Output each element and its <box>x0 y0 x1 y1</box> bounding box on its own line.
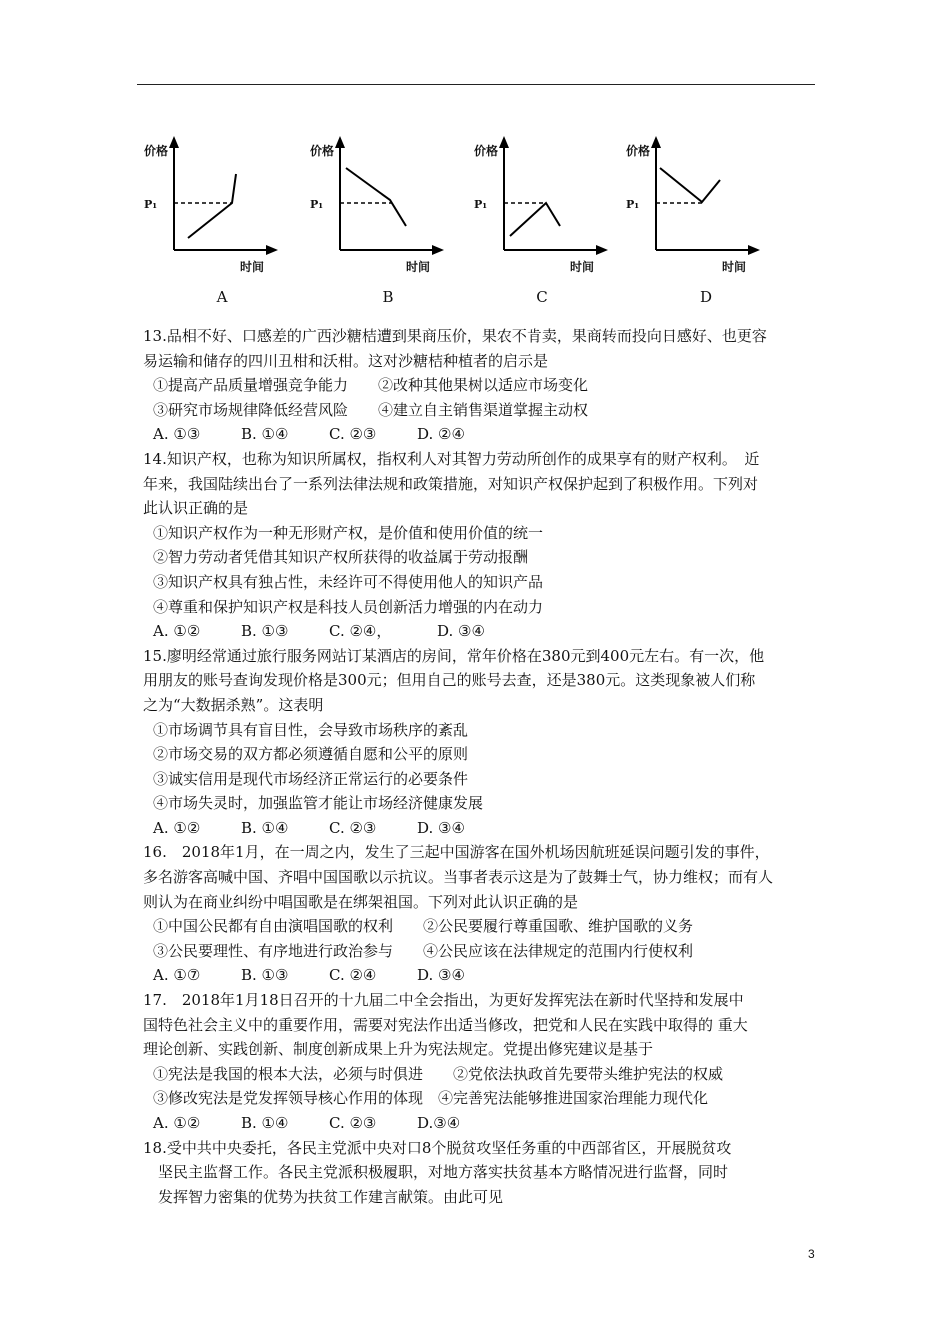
question-block <box>143 1136 823 1210</box>
question-stem-line: 多名游客高喊中国、齐唱中国国歌以示抗议。当事者表示这是为了鼓舞士气，协力维权；而有人 <box>143 868 774 887</box>
answer-choice: A. ①② <box>153 818 201 837</box>
question-block <box>143 644 823 841</box>
chart-d-caption: D <box>699 288 713 306</box>
answer-choice: B. ①④ <box>241 425 289 444</box>
question-stem-line: 发挥智力密集的优势为扶贫工作建言献策。由此可见 <box>143 1187 504 1206</box>
question-stem-line: 13.品相不好、口感差的广西沙糖桔遭到果商压价，果农不肯卖，果商转而投向日感好、也更容 <box>143 327 767 345</box>
chart-c-ylabel: 价格 <box>474 144 499 158</box>
question-stem-line: 用朋友的账号查询发现价格是300元；但用自己的账号去查，还是380元。这类现象被人们称 <box>143 671 756 690</box>
question-stem-line: 年来，我国陆续出台了一系列法律法规和政策措施，对知识产权保护起到了积极作用。下列对 <box>143 474 759 493</box>
questions <box>143 324 823 1209</box>
chart-b-xlabel: 时间 <box>406 260 431 274</box>
answer-choice: C. ②③ <box>329 818 377 837</box>
answer-choice: D.③④ <box>417 1114 461 1132</box>
question-block <box>143 988 823 1136</box>
answer-choice: B. ①④ <box>241 818 289 837</box>
question-option-line: ①中国公民都有自由演唱国歌的权利 ②公民要履行尊重国歌、维护国歌的义务 <box>153 917 694 936</box>
answer-choice: D. ③④ <box>417 966 465 985</box>
answer-choice: C. ②④， <box>329 622 392 641</box>
header-rule <box>137 84 815 85</box>
answer-choice: A. ①② <box>153 622 201 641</box>
chart-c <box>470 130 630 315</box>
question-stem-line: 此认识正确的是 <box>143 499 249 518</box>
answer-choices <box>143 963 823 988</box>
question-option-line: ③研究市场规律降低经营风险 ④建立自主销售渠道掌握主动权 <box>153 400 589 419</box>
question-option-line: ①市场调节具有盲目性，会导致市场秩序的紊乱 <box>153 720 469 739</box>
question-stem-line: 理论创新、实践创新、制度创新成果上升为宪法规定。党提出修宪建议是基于 <box>143 1040 654 1059</box>
question-option-line: ④尊重和保护知识产权是科技人员创新活力增强的内在动力 <box>153 597 544 616</box>
chart-c-xlabel: 时间 <box>570 260 595 274</box>
question-stem-line: 易运输和储存的四川丑柑和沃柑。这对沙糖桔种植者的启示是 <box>143 351 549 370</box>
question-stem-line: 17. 2018年1月18日召开的十九届二中全会指出，为更好发挥宪法在新时代坚持和发展中 <box>143 991 744 1010</box>
answer-choice: C. ②④ <box>329 966 377 985</box>
answer-choices <box>143 816 823 841</box>
question-stem-line: 则认为在商业纠纷中唱国歌是在绑架祖国。下列对此认识正确的是 <box>143 892 579 911</box>
question-stem-line: 15.廖明经常通过旅行服务网站订某酒店的房间，常年价格在380元到400元左右。有一次，他 <box>143 646 765 665</box>
question-block <box>143 840 823 988</box>
answer-choice: A. ①⑦ <box>153 966 201 985</box>
question-block <box>143 324 823 447</box>
question-stem-line: 之为“大数据杀熟”。这表明 <box>143 695 324 714</box>
answer-choice: D. ③④ <box>417 818 465 837</box>
chart-a-ylabel: 价格 <box>144 144 169 158</box>
question-stem-line: 16. 2018年1月，在一周之内，发生了三起中国游客在国外机场因航班延误问题引发的事件， <box>143 843 770 862</box>
question-option-line: ③诚实信用是现代市场经济正常运行的必要条件 <box>153 769 469 788</box>
question-option-line: ②市场交易的双方都必须遵循自愿和公平的原则 <box>153 745 469 764</box>
answer-choice: D. ③④ <box>437 622 485 641</box>
chart-b-p1: P₁ <box>310 198 324 211</box>
chart-d-xlabel: 时间 <box>722 260 747 274</box>
answer-choice: C. ②③ <box>329 1114 377 1132</box>
question-stem-line: 14.知识产权，也称为知识所属权，指权利人对其智力劳动所创作的成果享有的财产权利。 近 <box>143 449 760 468</box>
question-option-line: ①知识产权作为一种无形财产权，是价值和使用价值的统一 <box>153 523 544 542</box>
question-option-line: ①宪法是我国的根本大法，必须与时俱进 ②党依法执政首先要带头维护宪法的权威 <box>153 1064 724 1083</box>
answer-choice: B. ①③ <box>241 622 289 641</box>
answer-choice: B. ①④ <box>241 1114 289 1132</box>
answer-choice: D. ②④ <box>417 425 465 444</box>
answer-choice: A. ①③ <box>153 425 201 444</box>
chart-d-p1: P₁ <box>626 198 640 211</box>
question-option-line: ④市场失灵时，加强监管才能让市场经济健康发展 <box>153 794 484 813</box>
question-block <box>143 447 823 644</box>
answer-choices <box>143 1111 823 1136</box>
question-option-line: ①提高产品质量增强竞争能力 ②改种其他果树以适应市场变化 <box>153 376 589 395</box>
chart-b-caption: B <box>382 288 394 306</box>
question-stem-line: 18.受中共中央委托，各民主党派中央对口8个脱贫攻坚任务重的中西部省区，开展脱贫攻 <box>143 1138 732 1157</box>
question-stem-line: 国特色社会主义中的重要作用，需要对宪法作出适当修改，把党和人民在实践中取得的 重大 <box>143 1015 748 1034</box>
chart-a-xlabel: 时间 <box>240 260 265 274</box>
question-option-line: ③公民要理性、有序地进行政治参与 ④公民应该在法律规定的范围内行使权利 <box>153 941 694 960</box>
chart-d <box>622 130 782 315</box>
chart-c-caption: C <box>536 288 548 306</box>
question-option-line: ③知识产权具有独占性，未经许可不得使用他人的知识产品 <box>153 572 544 591</box>
answer-choice: C. ②③ <box>329 425 377 444</box>
answer-choices <box>143 619 823 644</box>
chart-b-ylabel: 价格 <box>310 144 335 158</box>
chart-d-ylabel: 价格 <box>626 144 651 158</box>
question-stem-line: 坚民主监督工作。各民主党派积极履职，对地方落实扶贫基本方略情况进行监督，同时 <box>143 1163 729 1182</box>
chart-b <box>306 130 466 315</box>
question-option-line: ②智力劳动者凭借其知识产权所获得的收益属于劳动报酬 <box>153 548 529 567</box>
question-option-line: ③修改宪法是党发挥领导核心作用的体现 ④完善宪法能够推进国家治理能力现代化 <box>153 1089 709 1108</box>
chart-a-caption: A <box>216 288 228 306</box>
price-time-charts <box>140 130 810 315</box>
chart-a <box>140 130 300 315</box>
chart-a-p1: P₁ <box>144 198 158 211</box>
answer-choice: A. ①② <box>153 1114 201 1132</box>
answer-choices <box>143 422 823 447</box>
page-number: 3 <box>808 1247 815 1261</box>
answer-choice: B. ①③ <box>241 966 289 985</box>
chart-c-p1: P₁ <box>474 198 488 211</box>
